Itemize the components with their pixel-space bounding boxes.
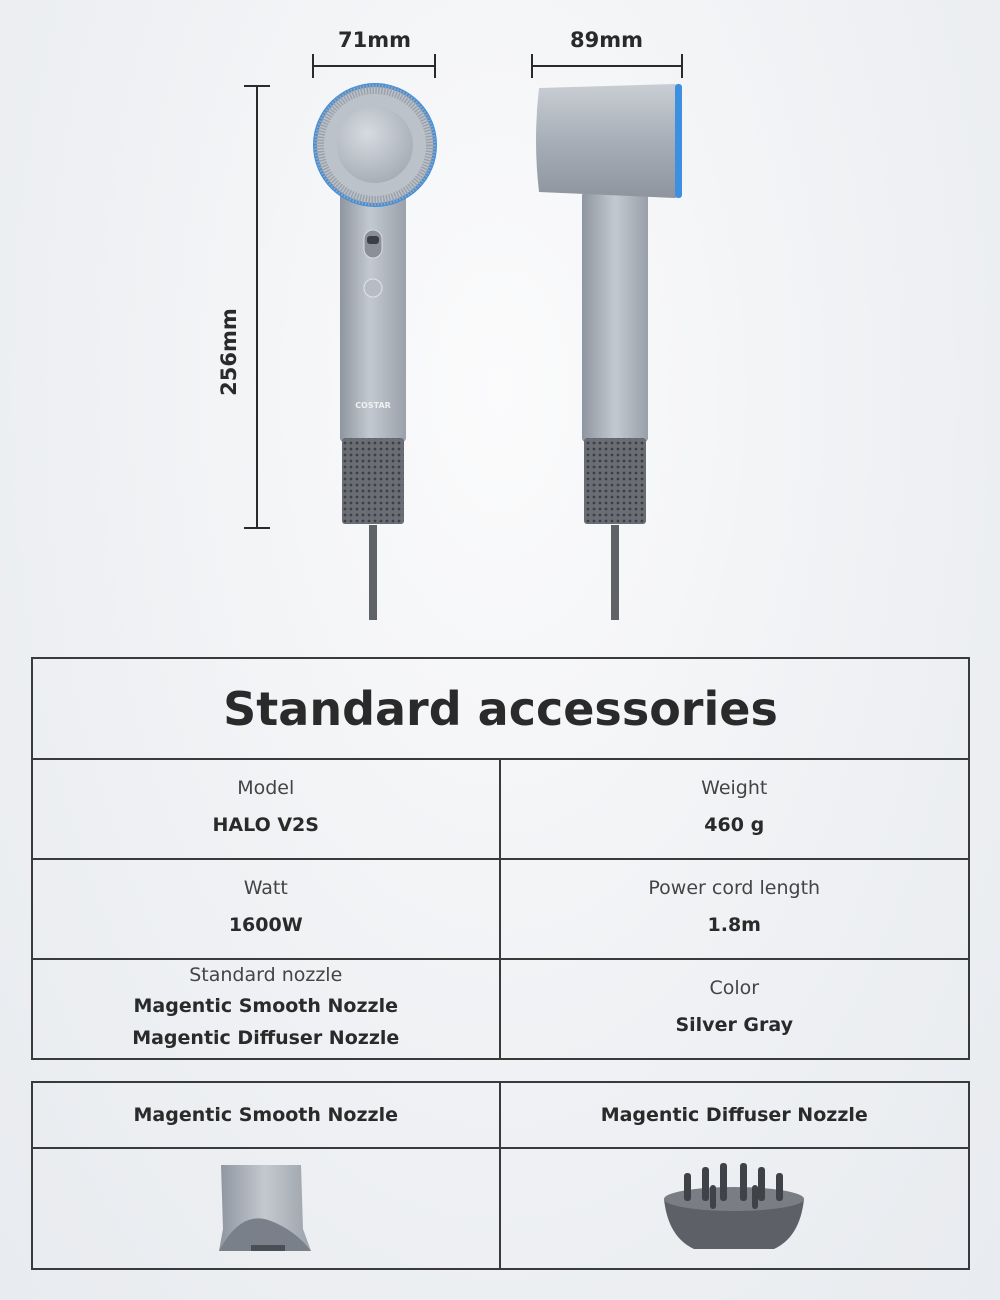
nozzle-cell — [33, 960, 501, 1058]
diffuser-nozzle-heading: Magentic Diffuser Nozzle — [501, 1083, 969, 1149]
width-side-tick-right — [681, 54, 683, 78]
smooth-nozzle-heading: Magentic Smooth Nozzle — [33, 1083, 501, 1149]
height-tick-bottom — [244, 527, 270, 529]
height-line — [256, 85, 258, 529]
model-label: Model — [237, 777, 295, 799]
width-side-line — [531, 65, 683, 67]
weight-cell — [501, 760, 969, 860]
diffuser-nozzle-image — [654, 1159, 814, 1259]
width-side-label: 89mm — [570, 28, 643, 52]
cord-cell — [501, 860, 969, 960]
width-front-tick-left — [312, 54, 314, 78]
cord-value: 1.8m — [707, 914, 761, 936]
nozzle-label: Standard nozzle — [189, 964, 343, 986]
diffuser-nozzle-cell — [501, 1149, 969, 1268]
width-front-label: 71mm — [338, 28, 411, 52]
width-front-tick-right — [434, 54, 436, 78]
height-label: 256mm — [217, 308, 241, 396]
cord-label: Power cord length — [648, 877, 821, 899]
smooth-nozzle-cell — [33, 1149, 501, 1268]
nozzle-value-2: Magentic Diffuser Nozzle — [132, 1027, 400, 1049]
width-front-line — [312, 65, 436, 67]
height-tick-top — [244, 85, 270, 87]
color-label: Color — [709, 977, 760, 999]
brand-logo-text: COSTAR — [355, 401, 391, 410]
hair-dryer-side-image — [525, 80, 695, 625]
color-cell — [501, 960, 969, 1058]
model-cell — [33, 760, 501, 860]
model-value: HALO V2S — [212, 814, 319, 836]
watt-value: 1600W — [228, 914, 303, 936]
accessories-table — [31, 1081, 970, 1270]
hair-dryer-front-image — [300, 80, 450, 625]
spec-table — [31, 657, 970, 1060]
spec-table-title: Standard accessories — [33, 659, 968, 760]
watt-cell — [33, 860, 501, 960]
nozzle-value-1: Magentic Smooth Nozzle — [133, 995, 398, 1017]
color-value: Silver Gray — [675, 1014, 794, 1036]
weight-value: 460 g — [704, 814, 765, 836]
weight-label: Weight — [701, 777, 768, 799]
watt-label: Watt — [243, 877, 288, 899]
smooth-nozzle-image — [211, 1159, 321, 1259]
width-side-tick-left — [531, 54, 533, 78]
